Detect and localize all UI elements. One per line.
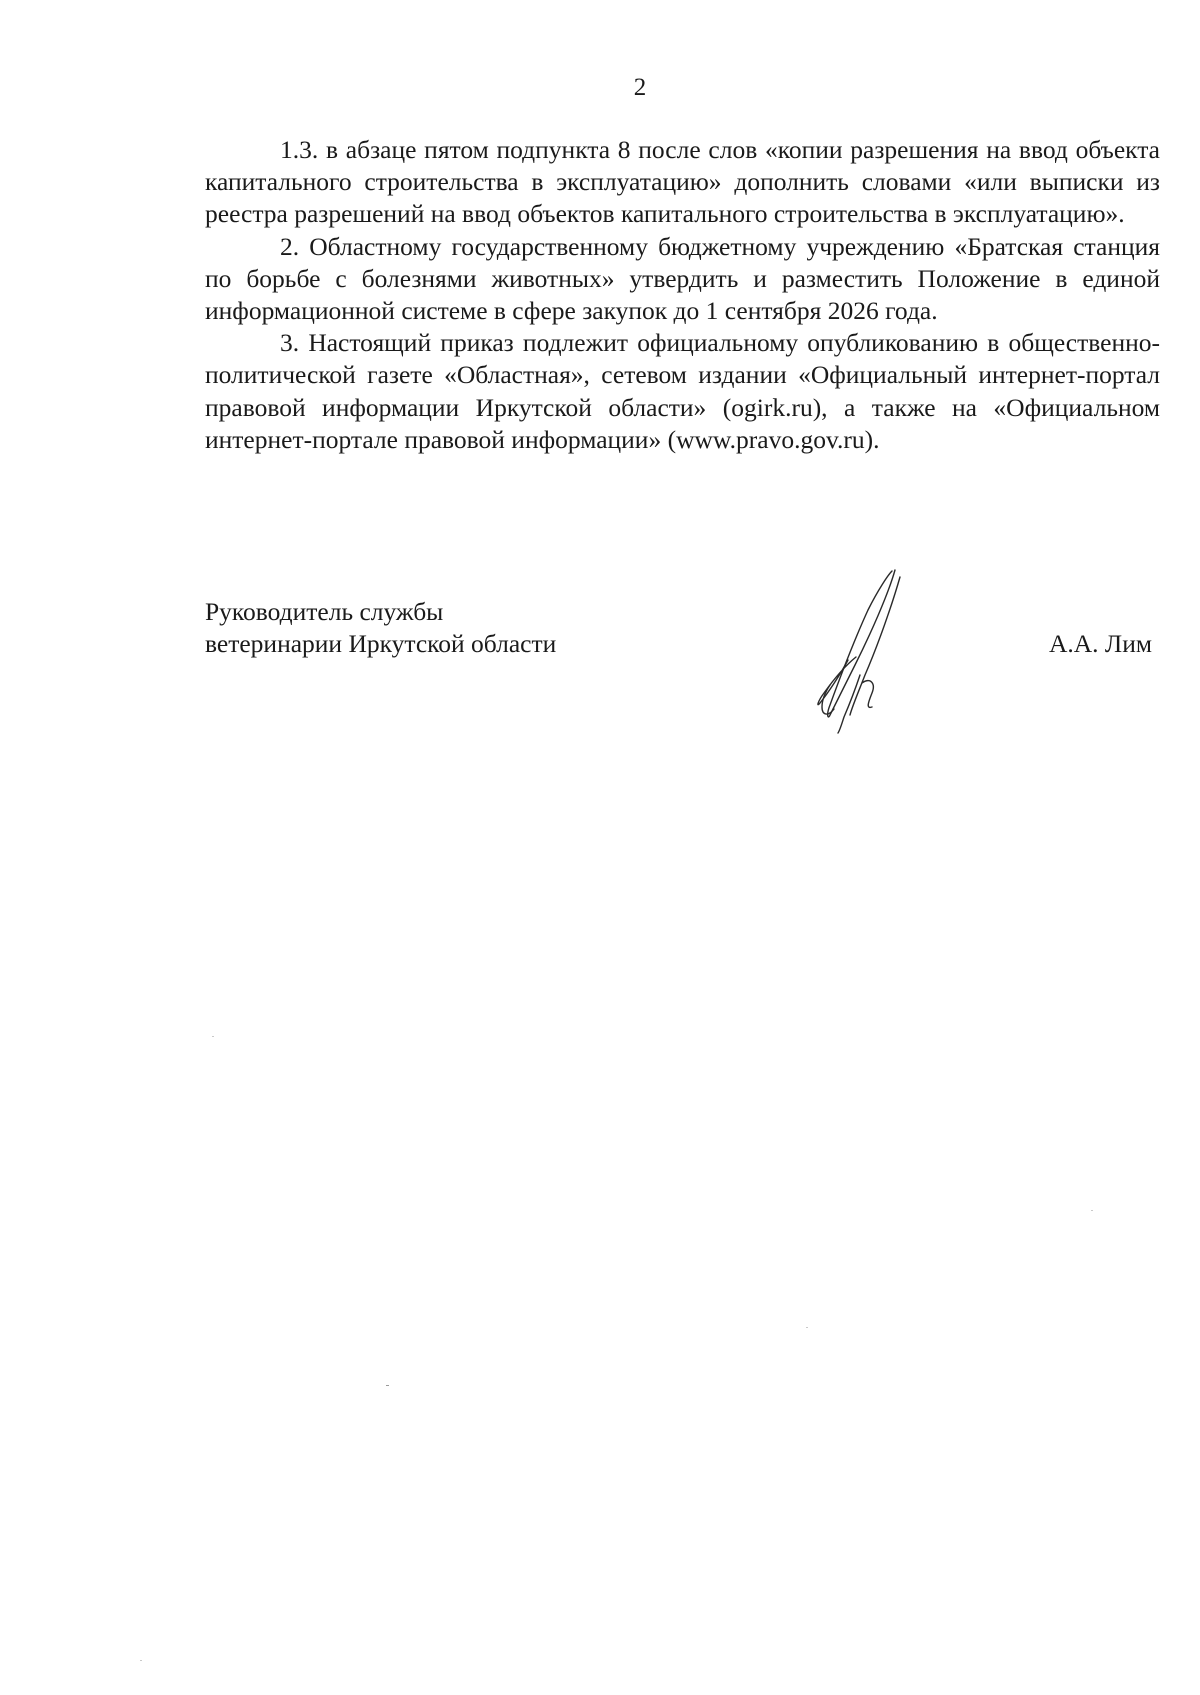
signatory-position bbox=[205, 596, 556, 660]
scan-speck bbox=[386, 1385, 389, 1386]
signatory-position-line-1: Руководитель службы bbox=[205, 597, 444, 626]
scan-speck bbox=[1091, 1210, 1093, 1211]
signatory-name: А.А. Лим bbox=[1048, 629, 1152, 658]
paragraph-3: 3. Настоящий приказ подлежит официальному опубликованию в общественно-политической газете «Областная», сетевом издании «Официальный интернет-портал правовой информации Иркутской области» (ogirk.ru), а также на «Официальном интернет-портале правовой информации» (www.pravo.gov.ru). bbox=[205, 328, 1160, 454]
paragraph-1-3: 1.3. в абзаце пятом подпункта 8 после слов «копии разрешения на ввод объекта капитального строительства в эксплуатацию» дополнить словами «или выписки из реестра разрешений на ввод объектов капитального строительства в эксплуатацию». bbox=[205, 135, 1160, 229]
handwritten-signature-icon bbox=[800, 565, 910, 735]
scan-speck bbox=[140, 1660, 142, 1661]
page-number: 2 bbox=[633, 74, 647, 101]
scan-speck bbox=[806, 1327, 808, 1328]
scan-speck bbox=[212, 1036, 214, 1037]
document-body bbox=[205, 134, 1160, 456]
signatory-position-line-2: ветеринарии Иркутской области bbox=[205, 629, 557, 659]
paragraph-2: 2. Областному государственному бюджетному учреждению «Братская станция по борьбе с болезнями животных» утвердить и разместить Положение в единой информационной системе в сфере закупок до 1 сентября 2026 года. bbox=[205, 231, 1160, 326]
